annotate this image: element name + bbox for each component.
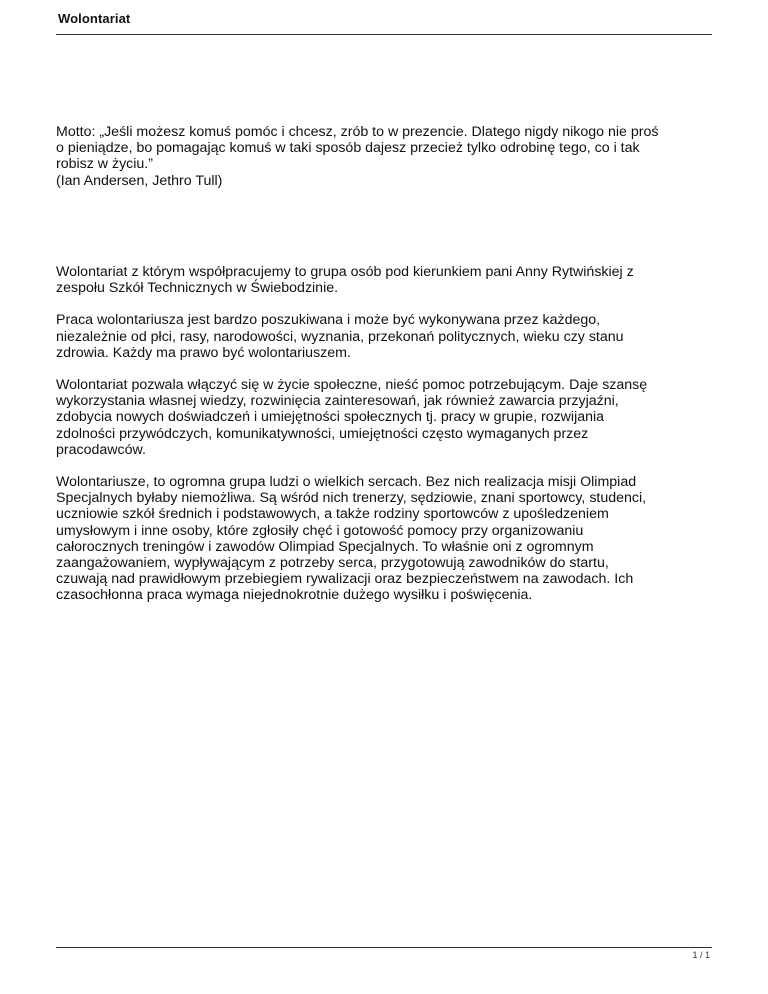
text-line: czasochłonna praca wymaga niejednokrotnie dużego wysiłku i poświęcenia. [56, 587, 533, 604]
paragraph [56, 264, 716, 296]
text-line: Praca wolontariusza jest bardzo poszukiwana i może być wykonywana przez każdego, [56, 312, 601, 329]
body-text [56, 264, 716, 604]
text-line: Wolontariusze, to ogromna grupa ludzi o wielkich sercach. Bez nich realizacja misji Olimpiad [56, 474, 637, 491]
text-line: Wolontariat pozwala włączyć się w życie społeczne, nieść pomoc potrzebującym. Daje szansę [56, 377, 648, 394]
text-line: zdrowia. Każdy ma prawo być wolontariuszem. [56, 344, 351, 361]
text-line: całorocznych treningów i zawodów Olimpiad Specjalnych. To właśnie oni z ogromnym [56, 538, 594, 555]
text-line: uczniowie szkół średnich i podstawowych, a także rodziny sportowców z upośledzeniem [56, 506, 609, 523]
text-line: pracodawców. [56, 441, 146, 458]
motto-line: robisz w życiu.” [56, 156, 153, 173]
motto-block [56, 124, 716, 189]
text-line: czuwają nad prawidłowym przebiegiem rywalizacji oraz bezpieczeństwem na zawodach. Ich [56, 571, 634, 588]
page-header [56, 10, 712, 35]
page-footer [56, 947, 712, 960]
motto-quote [56, 124, 716, 189]
text-line: zdolności przywódczych, komunikatywności, umiejętności często wymaganych przez [56, 425, 589, 442]
text-line: wykorzystania własnej wiedzy, rozwinięcia zainteresowań, jak również zawarcia przyjaźni, [56, 393, 619, 410]
motto-line: Motto: „Jeśli możesz komuś pomóc i chcesz, zrób to w prezencie. Dlatego nigdy nikogo nie proś [56, 124, 659, 140]
page-title: Wolontariat [58, 11, 131, 26]
paragraph [56, 312, 716, 361]
paragraph [56, 474, 716, 604]
motto-line: o pieniądze, bo pomagając komuś w taki sposób dajesz przecież tylko odrobinę tego, co i tak [56, 140, 640, 157]
text-line: Wolontariat z którym współpracujemy to grupa osób pod kierunkiem pani Anny Rytwińskiej z [56, 264, 634, 280]
text-line: umysłowym i inne osoby, które zgłosiły chęć i gotowość pomocy przy organizowaniu [56, 522, 584, 539]
text-line: Specjalnych byłaby niemożliwa. Są wśród nich trenerzy, sędziowie, znani sportowcy, studenci, [56, 490, 647, 507]
text-line: niezależnie od płci, rasy, narodowości, wyznania, przekonań politycznych, wieku czy stanu [56, 328, 624, 345]
page-number: 1 / 1 [692, 950, 710, 960]
text-line: zaangażowaniem, wypływającym z potrzeby serca, przygotowują zawodników do startu, [56, 555, 609, 572]
motto-attribution: (Ian Andersen, Jethro Tull) [56, 172, 223, 189]
text-line: zdobycia nowych doświadczeń i umiejętności społecznych tj. pracy w grupie, rozwijania [56, 409, 605, 426]
text-line: zespołu Szkół Technicznych w Świebodzinie. [56, 280, 339, 297]
paragraph [56, 377, 716, 458]
